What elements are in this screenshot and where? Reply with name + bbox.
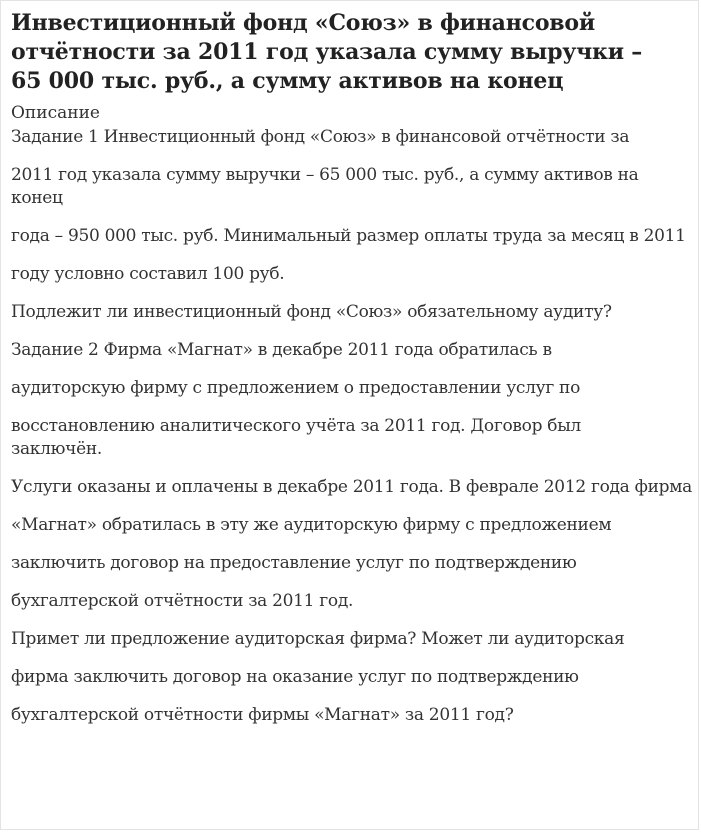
paragraph-line: Задание 1 Инвестиционный фонд «Союз» в финансовой отчётности за	[11, 127, 630, 147]
paragraph-line: восстановлению аналитического учёта за 2011 год. Договор был заключён.	[11, 416, 581, 459]
paragraph-line: аудиторскую фирму с предложением о предоставлении услуг по	[11, 378, 581, 398]
paragraph-line: Задание 2 Фирма «Магнат» в декабре 2011 года обратилась в	[11, 340, 552, 360]
paragraph-line: Услуги оказаны и оплачены в декабре 2011 года. В феврале 2012 года фирма	[11, 477, 692, 497]
paragraph-line: Подлежит ли инвестиционный фонд «Союз» обязательному аудиту?	[11, 302, 612, 322]
paragraph-line: «Магнат» обратилась в эту же аудиторскую фирму с предложением	[11, 515, 612, 535]
paragraph-line: бухгалтерской отчётности за 2011 год.	[11, 591, 354, 611]
article-title: Инвестиционный фонд «Союз» в финансовой отчётности за 2011 год указала сумму выручки – 65 000 тыс. руб., а сумму активов на конец	[11, 10, 643, 94]
section-label-description: Описание	[11, 103, 100, 123]
paragraph-line: году условно составил 100 руб.	[11, 264, 285, 284]
paragraph-line: бухгалтерской отчётности фирмы «Магнат» за 2011 год?	[11, 705, 514, 725]
paragraph-line: 2011 год указала сумму выручки – 65 000 тыс. руб., а сумму активов на конец	[11, 165, 639, 208]
paragraph-line: года – 950 000 тыс. руб. Минимальный размер оплаты труда за месяц в 2011	[11, 226, 686, 246]
paragraph-line: фирма заключить договор на оказание услуг по подтверждению	[11, 667, 579, 687]
paragraph-line: заключить договор на предоставление услуг по подтверждению	[11, 553, 577, 573]
paragraph-line: Примет ли предложение аудиторская фирма? Может ли аудиторская	[11, 629, 625, 649]
